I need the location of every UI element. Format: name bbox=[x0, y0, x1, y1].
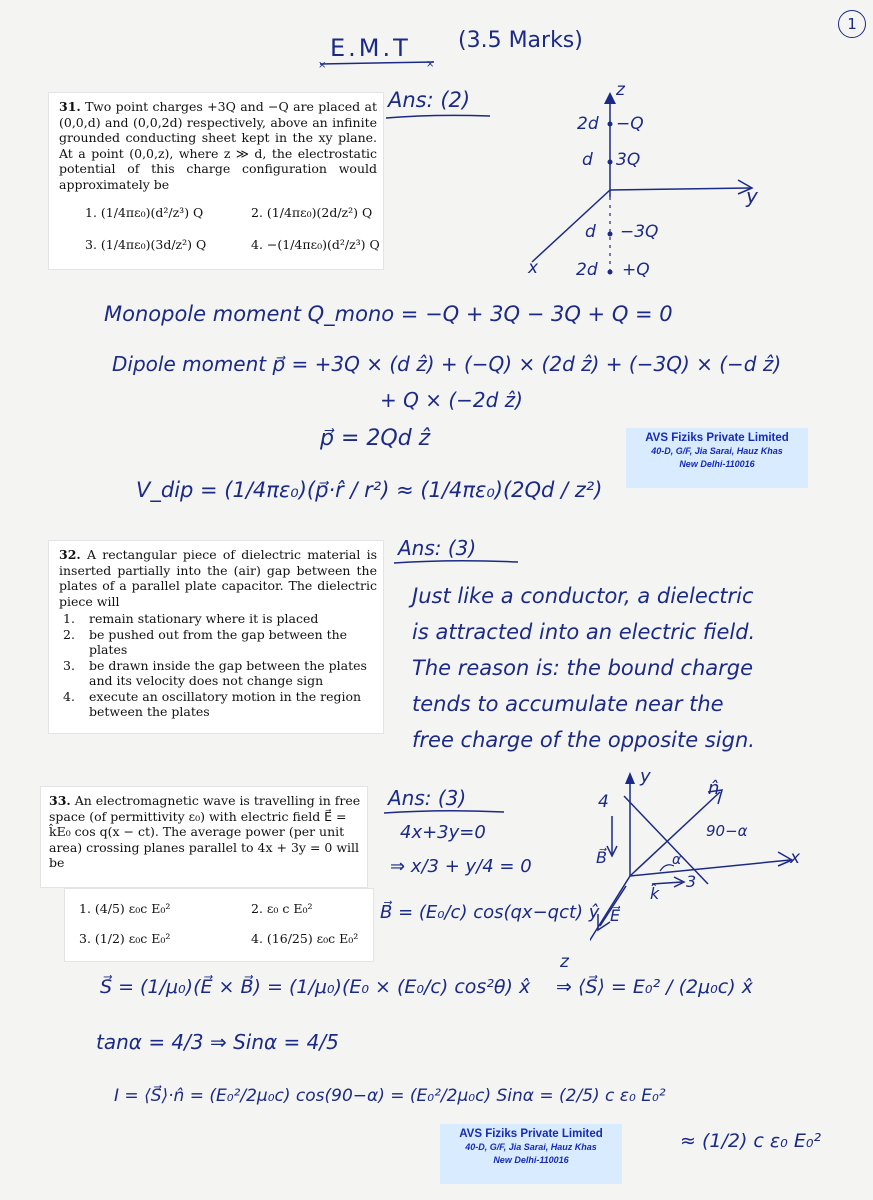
page-number-badge bbox=[838, 10, 866, 38]
question-text: Two point charges +3Q and −Q are placed at (0,0,d) and (0,0,2d) respectively, above an infinite grounded conducting sheet kept in the xy plane. At a point (0,0,z), where z ≫ d, the electrostatic potential of this charge configuration would approximately be bbox=[59, 99, 377, 192]
option-2: 2. be pushed out from the gap between the plates bbox=[63, 626, 348, 657]
x-axis-label: x bbox=[528, 258, 539, 278]
option-3: 3. (1/2) ε₀c E₀² bbox=[79, 931, 171, 946]
marks-label: (3.5 Marks) bbox=[458, 28, 583, 53]
charge-val-4: +Q bbox=[622, 260, 650, 280]
q33-work-poynting: S⃗ = (1/μ₀)(E⃗ × B⃗) = (1/μ₀)(E₀ × (E₀/c) cos²θ) x̂ bbox=[100, 976, 531, 998]
explanation-line: free charge of the opposite sign. bbox=[412, 728, 755, 752]
option-4: 4. (16/25) ε₀c E₀² bbox=[251, 931, 359, 946]
question-31-box bbox=[48, 92, 384, 270]
e-vector-label: E⃗ bbox=[610, 906, 621, 925]
q33-work-intensity: I = ⟨S⃗⟩·n̂ = (E₀²/2μ₀c) cos(90−α) = (E₀²/2μ₀c) Sinα = (2/5) c ε₀ E₀² bbox=[114, 1086, 666, 1106]
question-32-box bbox=[48, 540, 384, 734]
charge-pos-1: 2d bbox=[577, 114, 599, 134]
company-stamp: AVS Fiziks Private Limited 40-D, G/F, Jia Sarai, Hauz Khas New Delhi-110016 bbox=[440, 1124, 622, 1184]
z-axis-label: z bbox=[616, 80, 625, 100]
q31-work-vdip: V_dip = (1/4πε₀)(p⃗·r̂ / r²) ≈ (1/4πε₀)(2Qd / z²) bbox=[136, 478, 603, 502]
y-intercept: 4 bbox=[598, 792, 609, 812]
option-1: 1. (4/5) ε₀c E₀² bbox=[79, 901, 171, 916]
option-1: 1. remain stationary where it is placed bbox=[63, 611, 319, 626]
q33-work-approx: ≈ (1/2) c ε₀ E₀² bbox=[680, 1130, 822, 1152]
option-4: 4. −(1/4πε₀)(d²/z³) Q bbox=[251, 237, 380, 252]
y-axis-label: y bbox=[746, 184, 758, 208]
answer-31-underline bbox=[384, 112, 494, 122]
question-number: 31. bbox=[59, 99, 81, 114]
x-intercept: 3 bbox=[686, 872, 697, 891]
q33-work-tan: tanα = 4/3 ⇒ Sinα = 4/5 bbox=[96, 1030, 339, 1054]
question-number: 32. bbox=[59, 547, 81, 562]
q32-explanation bbox=[412, 578, 872, 758]
title-underline bbox=[318, 58, 438, 70]
charge-val-2: 3Q bbox=[616, 150, 641, 170]
q33-wave-diagram bbox=[590, 766, 820, 966]
charge-val-1: −Q bbox=[616, 114, 644, 134]
answer-31: Ans: (2) bbox=[388, 88, 471, 112]
option-2: 2. (1/4πε₀)(2d/z²) Q bbox=[251, 205, 373, 220]
plane-intercept-form: ⇒ x/3 + y/4 = 0 bbox=[390, 856, 532, 877]
page-number: 1 bbox=[847, 15, 857, 33]
explanation-line: The reason is: the bound charge bbox=[412, 656, 754, 680]
question-text: A rectangular piece of dielectric material is inserted partially into the (air) gap between the plates of a parallel plate capacitor. The dielectric piece will bbox=[59, 547, 378, 609]
alpha-label: α bbox=[672, 852, 682, 868]
q33-work-avg-s: ⇒ ⟨S⃗⟩ = E₀² / (2μ₀c) x̂ bbox=[556, 976, 753, 998]
svg-text:×: × bbox=[318, 60, 327, 70]
k-vector-label: k̂ bbox=[650, 884, 660, 903]
answer-33: Ans: (3) bbox=[388, 786, 467, 810]
option-3: 3. (1/4πε₀)(3d/z²) Q bbox=[85, 237, 207, 252]
question-text: An electromagnetic wave is travelling in free space (of permittivity ε₀) with electric field E⃗ = k̂E₀ cos q(x − ct). The average power (per unit area) crossing planes parallel to 4x + 3y = 0 will be bbox=[49, 793, 361, 870]
option-4: 4. execute an oscillatory motion in the region between the plates bbox=[63, 688, 362, 719]
b-vector-label: B⃗ bbox=[596, 848, 607, 867]
company-stamp: AVS Fiziks Private Limited 40-D, G/F, Jia Sarai, Hauz Khas New Delhi-110016 bbox=[626, 428, 808, 488]
charge-val-3: −3Q bbox=[620, 222, 659, 242]
q31-work-dipole: Dipole moment p⃗ = +3Q × (d ẑ) + (−Q) × (2d ẑ) + (−3Q) × (−d ẑ) bbox=[112, 352, 782, 376]
answer-32-underline bbox=[392, 558, 522, 568]
charge-pos-4: 2d bbox=[576, 260, 598, 280]
plane-equation: 4x+3y=0 bbox=[400, 822, 486, 843]
option-1: 1. (1/4πε₀)(d²/z³) Q bbox=[85, 205, 204, 220]
page-title: E.M.T bbox=[330, 34, 411, 62]
charge-pos-3: d bbox=[585, 222, 596, 242]
question-number: 33. bbox=[49, 793, 71, 808]
x-axis-label: x bbox=[790, 848, 801, 868]
q31-work-p: p⃗ = 2Qd ẑ bbox=[320, 426, 431, 451]
n-vector-label: n̂ bbox=[708, 778, 720, 799]
q31-work-dipole-cont: + Q × (−2d ẑ) bbox=[380, 388, 523, 412]
explanation-line: tends to accumulate near the bbox=[412, 692, 724, 716]
y-axis-label: y bbox=[640, 766, 651, 787]
question-33-box bbox=[40, 786, 368, 888]
z-axis-label: z bbox=[560, 952, 569, 972]
answer-32: Ans: (3) bbox=[398, 536, 477, 560]
q31-work-monopole: Monopole moment Q_mono = −Q + 3Q − 3Q + Q = 0 bbox=[104, 302, 673, 326]
option-2: 2. ε₀ c E₀² bbox=[251, 901, 313, 916]
angle-label: 90−α bbox=[706, 822, 748, 840]
q31-charge-diagram bbox=[510, 82, 790, 282]
charge-pos-2: d bbox=[582, 150, 593, 170]
option-3: 3. be drawn inside the gap between the plates and its velocity does not change sign bbox=[63, 657, 367, 688]
explanation-line: Just like a conductor, a dielectric bbox=[412, 584, 754, 608]
question-33-options bbox=[64, 888, 374, 962]
answer-33-underline bbox=[382, 808, 512, 818]
b-field-expression: B⃗ = (E₀/c) cos(qx−qct) ŷ bbox=[380, 902, 600, 923]
explanation-line: is attracted into an electric field. bbox=[412, 620, 756, 644]
svg-text:×: × bbox=[426, 59, 435, 70]
